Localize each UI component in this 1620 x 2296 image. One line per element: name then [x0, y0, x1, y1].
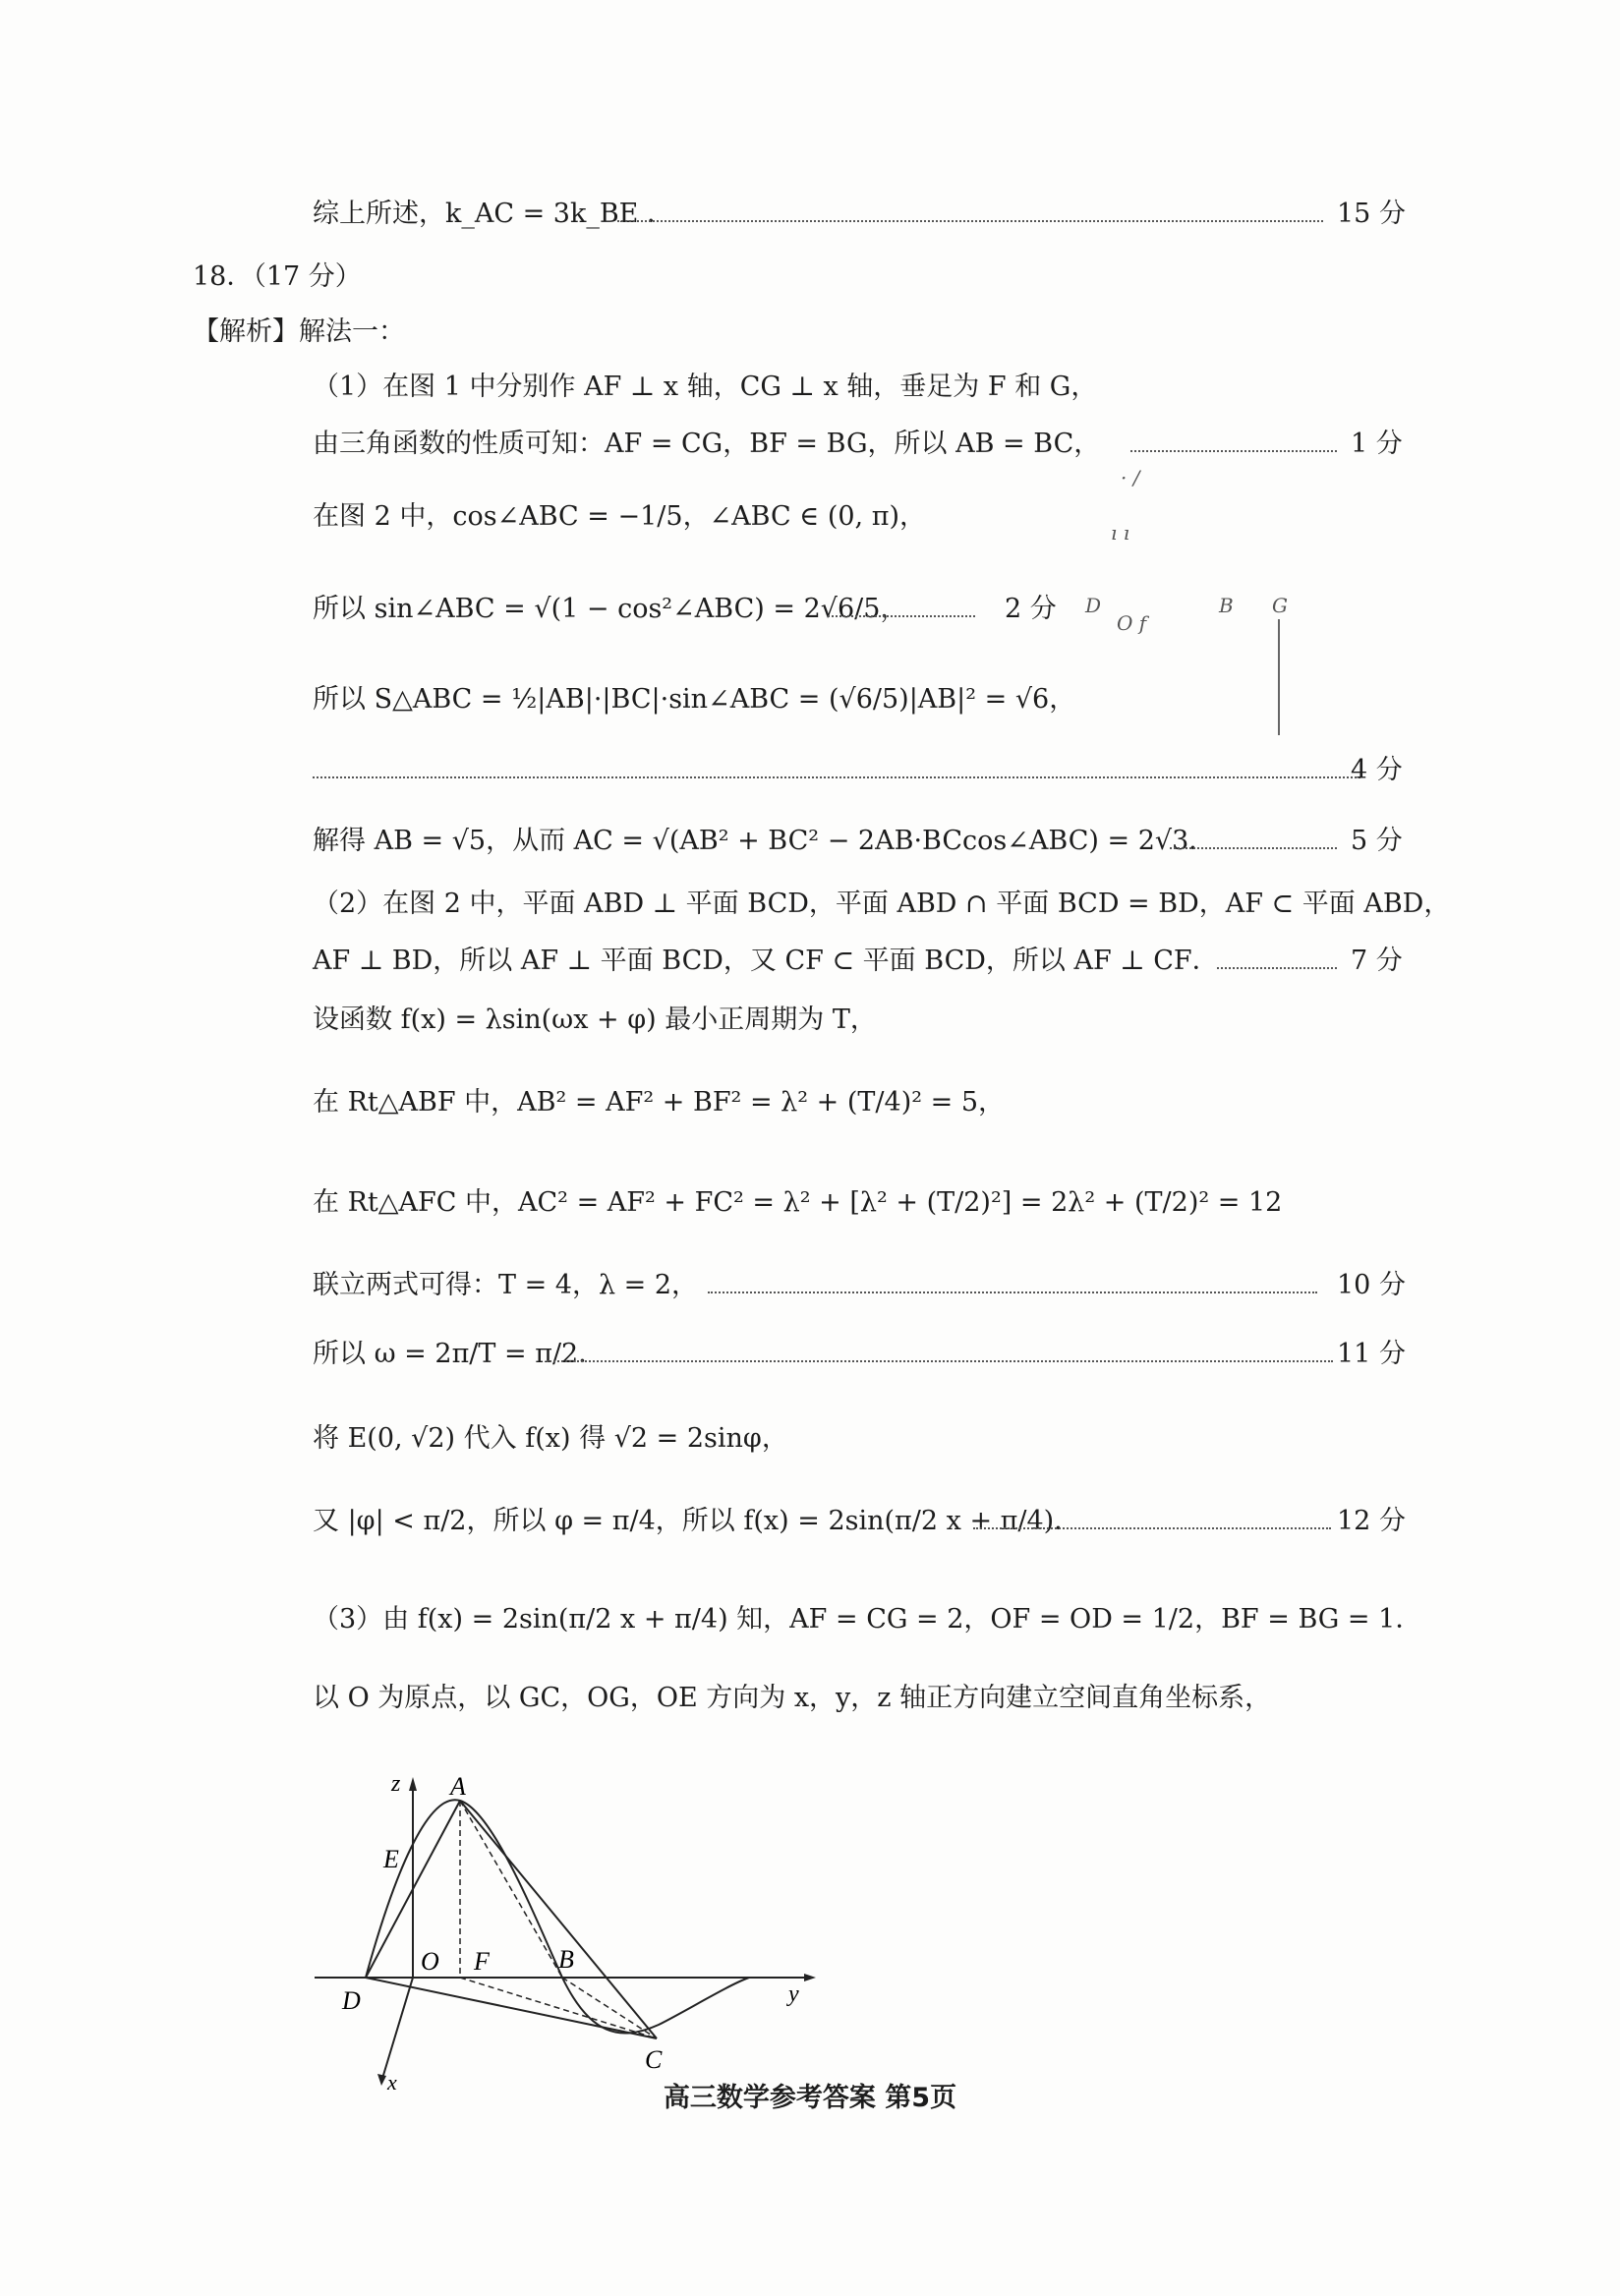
text-line: 在图 2 中，cos∠ABC = −1/5，∠ABC ∈ (0, π)， [313, 501, 926, 532]
text-line: 所以 S△ABC = ½|AB|·|BC|·sin∠ABC = (√6/5)|AB|² = √6， [313, 684, 1076, 715]
dot-leader [828, 615, 975, 617]
edge-FC [460, 1978, 657, 2038]
text-line: 将 E(0, √2) 代入 f(x) 得 √2 = 2sinφ， [313, 1423, 788, 1454]
coordinate-figure [295, 1730, 826, 2094]
label-B: B [558, 1945, 574, 1974]
scan-mark: D [1085, 594, 1102, 617]
score-mark: 5 分 [1351, 826, 1403, 856]
text-line: 所以 ω = 2π/T = π/2． [313, 1339, 606, 1369]
dot-leader [1130, 450, 1337, 452]
score-mark: 12 分 [1337, 1506, 1406, 1536]
dot-leader [1217, 967, 1337, 969]
text-line: 解得 AB = √5，从而 AC = √(AB² + BC² − 2AB·BCcos∠ABC) = 2√3． [313, 826, 1216, 856]
text-line: 在 Rt△ABF 中，AB² = AF² + BF² = λ² + (T/4)² = 5， [313, 1087, 1006, 1118]
label-D: D [342, 1986, 361, 2015]
scan-mark: O f [1117, 611, 1147, 635]
score-mark: 11 分 [1337, 1339, 1406, 1369]
text-line: 由三角函数的性质可知：AF = CG，BF = BG，所以 AB = BC， [313, 429, 1101, 459]
text-line: （1）在图 1 中分别作 AF ⊥ x 轴，CG ⊥ x 轴，垂足为 F 和 G， [313, 372, 1098, 402]
z-axis-arrow [409, 1777, 417, 1791]
question-number: 18．（17 分） [193, 261, 362, 292]
dot-leader [617, 220, 1323, 222]
dot-leader [1170, 847, 1337, 849]
dot-leader [313, 776, 1360, 778]
page-footer: 高三数学参考答案 第5页 [663, 2083, 957, 2113]
label-F: F [474, 1947, 490, 1976]
text-line: 以 O 为原点，以 GC，OG，OE 方向为 x，y，z 轴正方向建立空间直角坐标系， [313, 1683, 1272, 1713]
dot-leader [547, 1360, 1333, 1362]
dot-leader [708, 1292, 1317, 1293]
label-A: A [450, 1772, 466, 1801]
text-line: 在 Rt△AFC 中，AC² = AF² + FC² = λ² + [λ² + (T/2)²] = 2λ² + (T/2)² = 12 [313, 1187, 1283, 1218]
score-mark: 7 分 [1351, 946, 1403, 976]
solution-heading: 【解析】解法一： [193, 316, 405, 347]
x-axis [381, 1978, 413, 2082]
scan-mark: B [1219, 594, 1234, 617]
label-O: O [421, 1947, 439, 1976]
text-line: 联立两式可得：T = 4，λ = 2， [313, 1270, 699, 1300]
score-mark: 1 分 [1351, 429, 1403, 459]
label-E: E [383, 1845, 399, 1873]
text-line: （2）在图 2 中，平面 ABD ⊥ 平面 BCD，平面 ABD ∩ 平面 BCD = BD，AF ⊂ 平面 ABD， [313, 889, 1451, 919]
sine-curve [366, 1800, 749, 2033]
label-C: C [645, 2045, 663, 2074]
scan-mark: ı ı [1111, 521, 1130, 545]
score-mark: 10 分 [1337, 1270, 1406, 1300]
scan-mark: G [1272, 594, 1288, 617]
scan-mark: · / [1121, 466, 1140, 489]
text-line: 设函数 f(x) = λsin(ωx + φ) 最小正周期为 T， [313, 1004, 877, 1035]
text-line: 所以 sin∠ABC = √(1 − cos²∠ABC) = 2√6/5， [313, 594, 907, 624]
dot-leader [973, 1527, 1331, 1529]
text-line: AF ⊥ BD，所以 AF ⊥ 平面 BCD，又 CF ⊂ 平面 BCD，所以 AF ⊥ CF． [313, 946, 1219, 976]
scan-line [1278, 619, 1280, 735]
score-mark: 15 分 [1337, 199, 1406, 229]
label-x: x [387, 2070, 397, 2094]
label-z: z [391, 1771, 401, 1797]
y-axis-arrow [804, 1974, 816, 1981]
score-mark: 4 分 [1351, 755, 1403, 785]
text-line: （3）由 f(x) = 2sin(π/2 x + π/4) 知，AF = CG = 2，OF = OD = 1/2，BF = BG = 1． [313, 1604, 1422, 1635]
score-mark: 2 分 [1005, 594, 1057, 624]
text-line: 综上所述，k_AC = 3k_BE ． [313, 199, 673, 229]
label-y: y [788, 1981, 799, 2007]
text-line: 又 |φ| < π/2，所以 φ = π/4，所以 f(x) = 2sin(π/2 x + π/4)． [313, 1506, 1081, 1536]
